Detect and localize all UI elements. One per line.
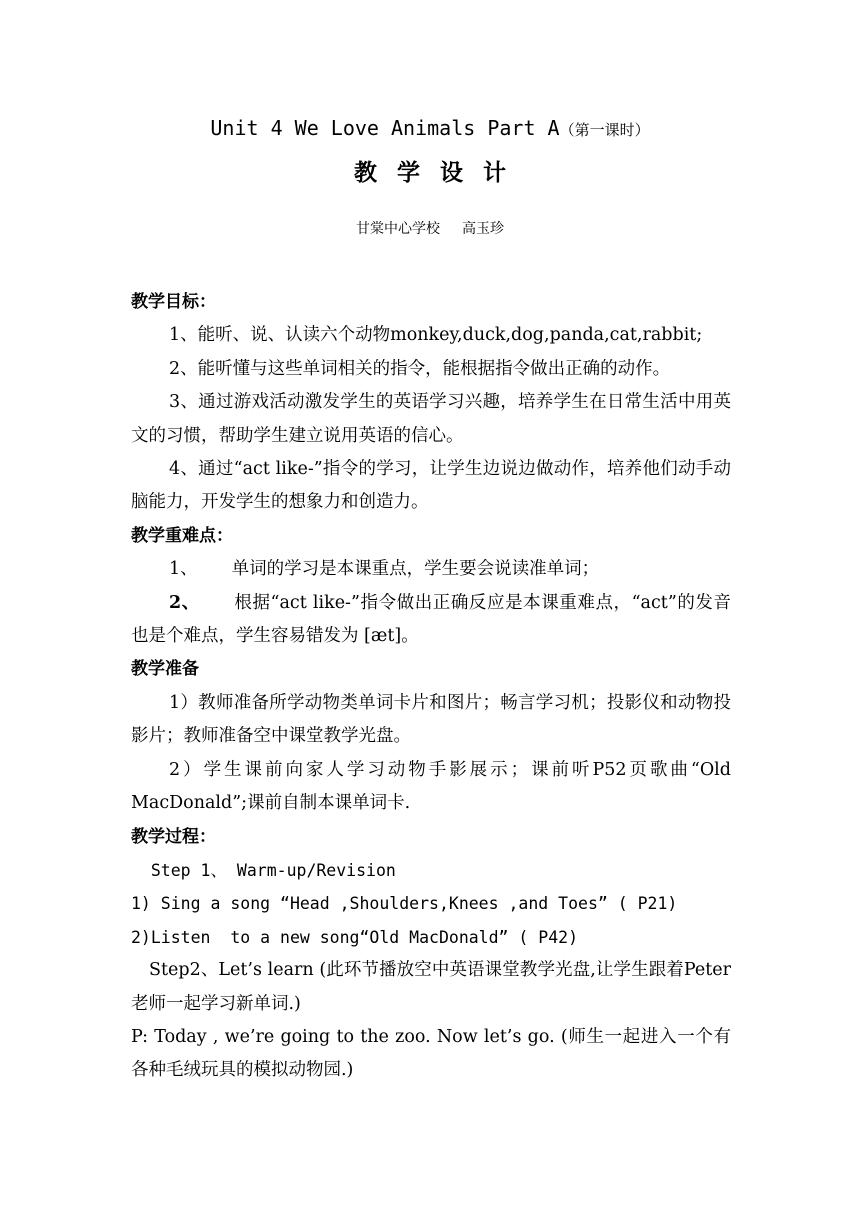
key-point-number: 2、 (169, 592, 200, 613)
school-name: 甘棠中心学校 (356, 221, 440, 237)
key-point-text: 根据“act like-”指令做出正确反应是本课重难点，“act”的发音也是个难点，学生容易错发为 [æt]。 (131, 592, 731, 647)
title-text: Unit 4 We Love Animals Part A (210, 116, 560, 140)
preparation-item: 2）学生课前向家人学习动物手影展示；课前听P52页歌曲“Old MacDonald”;课前自制本课单词卡. (131, 759, 731, 814)
objective-item: 1、能听、说、认读六个动物monkey,duck,dog,panda,cat,rabbit; (169, 325, 703, 346)
document-title (0, 112, 860, 146)
document-body (131, 286, 731, 1088)
key-point-item (131, 587, 731, 654)
section-heading-preparation: 教学准备 (131, 659, 199, 680)
author-line (0, 217, 860, 241)
objective-item: 3、通过游戏活动激发学生的英语学习兴趣，培养学生在日常生活中用英文的习惯，帮助学生建立说用英语的信心。 (131, 392, 731, 446)
document-subtitle: 教学设计 (354, 159, 526, 186)
process-step-2: Step2、Let’s learn (此环节播放空中英语课堂教学光盘,让学生跟着Peter老师一起学习新单词.) (131, 960, 731, 1014)
process-step-1: Step 1、 Warm-up/Revision (131, 860, 396, 880)
process-line: 2)Listen to a new song“Old MacDonald” ( P42) (131, 927, 579, 947)
key-point-number: 1、 (169, 559, 198, 580)
teacher-name: 高玉珍 (462, 221, 504, 237)
objective-item: 2、能听懂与这些单词相关的指令，能根据指令做出正确的动作。 (169, 358, 671, 379)
section-heading-key-points: 教学重难点： (131, 525, 233, 546)
objective-item: 4、通过“act like-”指令的学习，让学生边说边做动作，培养他们动手动脑能力，开发学生的想象力和创造力。 (131, 459, 731, 513)
key-point-text: 单词的学习是本课重点，学生要会说读准单词； (231, 559, 600, 580)
section-heading-process: 教学过程： (131, 826, 216, 847)
title-note: （第一课时） (559, 121, 650, 139)
key-point-item (131, 553, 731, 586)
process-dialog: P: Today , we’re going to the zoo. Now let’s go. (师生一起进入一个有各种毛绒玩具的模拟动物园.) (131, 1026, 731, 1081)
section-heading-objectives: 教学目标： (131, 292, 216, 312)
process-line: 1) Sing a song “Head ,Shoulders,Knees ,and Toes” ( P21) (131, 894, 678, 914)
preparation-item: 1）教师准备所学动物类单词卡片和图片；畅言学习机；投影仪和动物投影片；教师准备空中课堂教学光盘。 (131, 692, 731, 747)
